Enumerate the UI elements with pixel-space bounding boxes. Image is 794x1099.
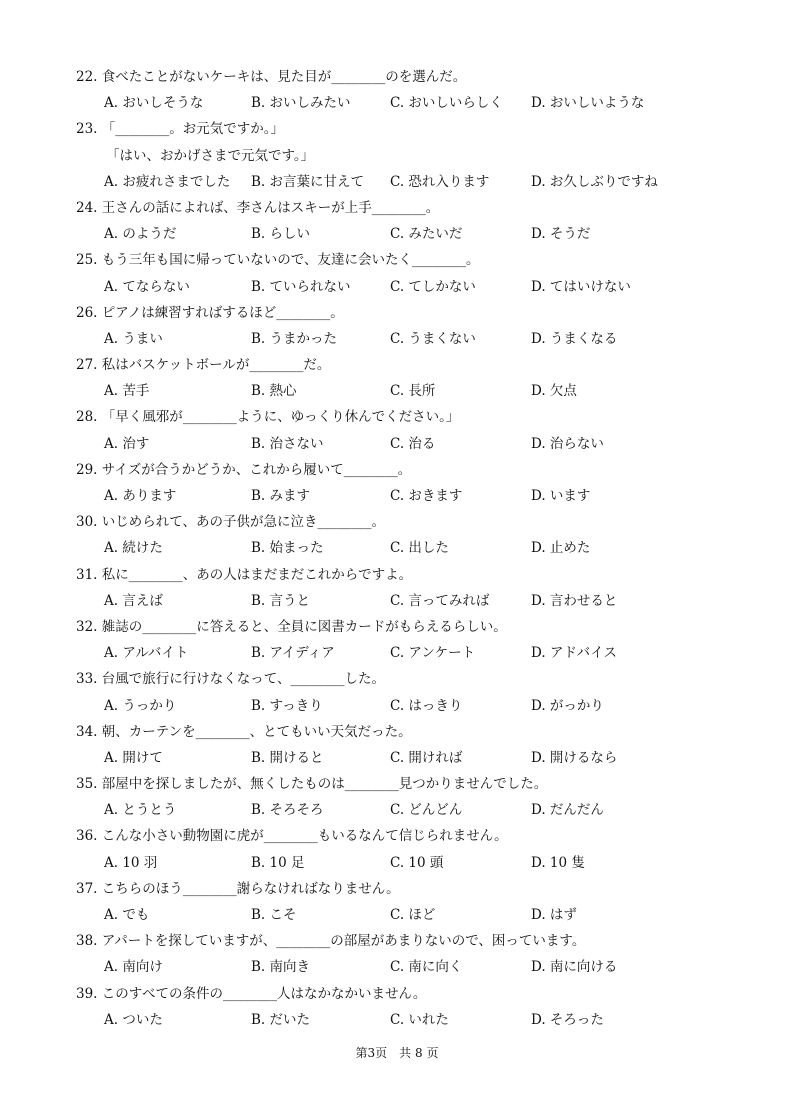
question-item xyxy=(76,195,756,247)
option-c: C. おいしいらしく xyxy=(390,95,503,112)
option-a: A. あります xyxy=(104,488,177,504)
option-d: D. うまくなる xyxy=(531,330,618,347)
question-number: 22. xyxy=(76,69,98,85)
question-stem xyxy=(76,823,756,849)
question-number: 26. xyxy=(76,304,98,321)
option-b: B. 開けると xyxy=(251,749,324,766)
question-stem xyxy=(76,404,756,430)
option-b: B. お言葉に甘えて xyxy=(251,173,365,190)
option-c: C. 言ってみれば xyxy=(390,592,490,609)
question-number: 39. xyxy=(76,985,98,1002)
question-text: 「早く風邪が________ように、ゆっくり休んでください。」 xyxy=(101,409,460,426)
option-b: B. こそ xyxy=(251,907,297,923)
question-item xyxy=(76,928,756,980)
question-text: もう三年も国に帰っていないので、友達に会いたく________。 xyxy=(101,252,480,269)
answer-options xyxy=(76,1007,756,1033)
question-stem xyxy=(76,457,756,483)
question-number: 27. xyxy=(76,357,98,374)
option-a: A. 10 羽 xyxy=(104,854,158,871)
option-d: D. 止めた xyxy=(531,540,591,557)
option-b: B. 言うと xyxy=(251,592,311,609)
answer-options xyxy=(76,221,756,247)
question-text: こちらのほう________謝らなければなりません。 xyxy=(101,880,400,897)
option-b: B. そろそろ xyxy=(251,802,324,819)
option-b: B. 始まった xyxy=(251,540,324,557)
option-d: D. そろった xyxy=(531,1011,604,1028)
option-c: C. ほど xyxy=(390,907,436,923)
option-c: C. 南に向く xyxy=(390,959,463,976)
question-stem xyxy=(76,666,756,692)
option-a: A. 言えば xyxy=(104,592,163,609)
question-stem xyxy=(76,771,756,797)
option-d: D. お久しぶりですね xyxy=(531,173,658,190)
question-number: 35. xyxy=(76,776,98,793)
option-a: A. おいしそうな xyxy=(104,95,204,112)
question-number: 25. xyxy=(76,252,98,269)
option-c: C. おきます xyxy=(390,488,463,504)
option-d: D. はず xyxy=(531,907,577,923)
option-c: C. うまくない xyxy=(390,330,476,347)
option-b: B. おいしみたい xyxy=(251,95,351,112)
question-text: サイズが合うかどうか、これから履いて________。 xyxy=(101,461,412,478)
question-stem xyxy=(76,300,756,326)
option-d: D. おいしいような xyxy=(531,95,645,112)
option-d: D. 南に向ける xyxy=(531,959,618,976)
question-number: 24. xyxy=(76,199,98,216)
option-a: A. 南向け xyxy=(104,959,163,976)
option-a: A. お疲れさまでした xyxy=(104,173,231,190)
answer-options xyxy=(76,274,756,300)
option-a: A. 開けて xyxy=(104,749,163,766)
question-text: いじめられて、あの子供が急に泣き________。 xyxy=(101,514,386,531)
option-c: C. みたいだ xyxy=(390,226,463,243)
page-footer: 第3页 共 8 页 xyxy=(355,1046,439,1060)
option-d: D. 10 隻 xyxy=(531,854,585,871)
question-item xyxy=(76,64,756,116)
question-item xyxy=(76,981,756,1033)
question-item xyxy=(76,771,756,823)
option-a: A. でも xyxy=(104,907,150,923)
option-b: B. だいた xyxy=(251,1011,311,1028)
question-item xyxy=(76,247,756,299)
answer-options xyxy=(76,169,756,195)
answer-options xyxy=(76,535,756,561)
question-number: 34. xyxy=(76,723,98,740)
question-list xyxy=(76,64,756,1033)
question-number: 29. xyxy=(76,461,98,478)
answer-options xyxy=(76,797,756,823)
question-number: 30. xyxy=(76,514,98,531)
option-d: D. 言わせると xyxy=(531,592,618,609)
option-d: D. そうだ xyxy=(531,226,591,243)
question-text: 「________。お元気ですか。」 xyxy=(101,121,285,138)
question-item xyxy=(76,352,756,404)
answer-options xyxy=(76,588,756,614)
option-d: D. てはいけない xyxy=(531,278,631,295)
question-number: 37. xyxy=(76,880,98,897)
option-c: C. 開ければ xyxy=(390,749,463,766)
question-text: ピアノは練習すればするほど________。 xyxy=(101,304,344,321)
option-c: C. アンケート xyxy=(390,645,476,662)
question-number: 28. xyxy=(76,409,98,426)
question-stem xyxy=(76,562,756,588)
option-c: C. 治る xyxy=(390,435,436,452)
question-item xyxy=(76,404,756,456)
question-item xyxy=(76,876,756,928)
option-c: C. てしかない xyxy=(390,278,476,295)
option-a: A. 続けた xyxy=(104,540,163,557)
option-d: D. います xyxy=(531,488,591,504)
question-item xyxy=(76,614,756,666)
option-a: A. うまい xyxy=(104,330,163,347)
option-d: D. アドバイス xyxy=(531,645,618,662)
option-d: D. 欠点 xyxy=(531,383,577,400)
answer-options xyxy=(76,745,756,771)
option-d: D. がっかり xyxy=(531,697,604,714)
option-b: B. 南向き xyxy=(251,959,311,976)
option-d: D. 開けるなら xyxy=(531,749,618,766)
question-text: このすべての条件の________人はなかなかいません。 xyxy=(101,985,427,1002)
option-a: A. ついた xyxy=(104,1011,163,1028)
question-text: 朝、カーテンを________、とてもいい天気だった。 xyxy=(101,723,412,740)
option-c: C. どんどん xyxy=(390,802,463,819)
option-a: A. うっかり xyxy=(104,697,177,714)
question-text: 台風で旅行に行けなくなって、________した。 xyxy=(101,671,386,688)
question-stem xyxy=(76,116,756,142)
option-c: C. いれた xyxy=(390,1011,449,1028)
option-c: C. はっきり xyxy=(390,697,463,714)
answer-options xyxy=(76,954,756,980)
question-stem xyxy=(76,876,756,902)
option-a: A. アルバイト xyxy=(104,645,189,662)
option-d: D. 治らない xyxy=(531,435,604,452)
option-b: B. らしい xyxy=(251,226,311,243)
question-text: 食べたことがないケーキは、見た目が________のを選んだ。 xyxy=(101,69,467,85)
option-b: B. ていられない xyxy=(251,278,351,295)
option-a: A. のようだ xyxy=(104,226,177,243)
option-a: A. 苦手 xyxy=(104,383,150,400)
question-number: 32. xyxy=(76,618,98,635)
option-a: A. てならない xyxy=(104,278,190,295)
question-item xyxy=(76,457,756,509)
question-item xyxy=(76,719,756,771)
option-d: D. だんだん xyxy=(531,802,604,819)
option-a: A. 治す xyxy=(104,435,150,452)
question-stem xyxy=(76,247,756,273)
question-text: 部屋中を探しましたが、無くしたものは________見つかりませんでした。 xyxy=(101,776,548,793)
question-item xyxy=(76,509,756,561)
question-item xyxy=(76,562,756,614)
answer-options xyxy=(76,378,756,404)
option-b: B. うまかった xyxy=(251,330,338,347)
question-item xyxy=(76,116,756,195)
option-c: C. 出した xyxy=(390,540,449,557)
question-text: 王さんの話によれば、李さんはスキーが上手________。 xyxy=(101,199,440,216)
answer-options xyxy=(76,850,756,876)
option-b: B. アイディア xyxy=(251,645,335,662)
question-number: 23. xyxy=(76,121,98,138)
question-number: 33. xyxy=(76,671,98,688)
answer-options xyxy=(76,483,756,509)
option-b: B. 熱心 xyxy=(251,383,297,400)
question-number: 31. xyxy=(76,566,98,583)
question-text: 雑誌の________に答えると、全員に図書カードがもらえるらしい。 xyxy=(101,618,507,635)
option-c: C. 10 頭 xyxy=(390,854,444,871)
question-item xyxy=(76,300,756,352)
question-text: こんな小さい動物園に虎が________もいるなんて信じられません。 xyxy=(101,828,508,845)
question-number: 36. xyxy=(76,828,98,845)
option-b: B. 治さない xyxy=(251,435,324,452)
question-text: 私に________、あの人はまだまだこれからですよ。 xyxy=(101,566,413,583)
question-item xyxy=(76,666,756,718)
question-stem xyxy=(76,719,756,745)
question-text: 私はバスケットボールが________だ。 xyxy=(101,357,331,374)
question-dialogue-line: 「はい、おかげさまで元気です。」 xyxy=(106,147,315,164)
question-stem xyxy=(76,614,756,640)
question-stem xyxy=(76,195,756,221)
question-stem xyxy=(76,509,756,535)
answer-options xyxy=(76,640,756,666)
question-number: 38. xyxy=(76,933,98,950)
question-stem xyxy=(76,928,756,954)
answer-options xyxy=(76,90,756,116)
answer-options xyxy=(76,693,756,719)
question-stem xyxy=(76,981,756,1007)
option-a: A. とうとう xyxy=(104,802,177,819)
option-c: C. 恐れ入ります xyxy=(390,173,490,190)
answer-options xyxy=(76,902,756,928)
answer-options xyxy=(76,326,756,352)
question-item xyxy=(76,823,756,875)
option-b: B. みます xyxy=(251,488,311,504)
question-stem xyxy=(76,352,756,378)
answer-options xyxy=(76,431,756,457)
option-b: B. 10 足 xyxy=(251,854,305,871)
option-c: C. 長所 xyxy=(390,383,436,400)
question-text: アパートを探していますが、________の部屋があまりないので、困っています。 xyxy=(101,933,586,950)
option-b: B. すっきり xyxy=(251,697,323,714)
question-stem xyxy=(76,64,756,90)
